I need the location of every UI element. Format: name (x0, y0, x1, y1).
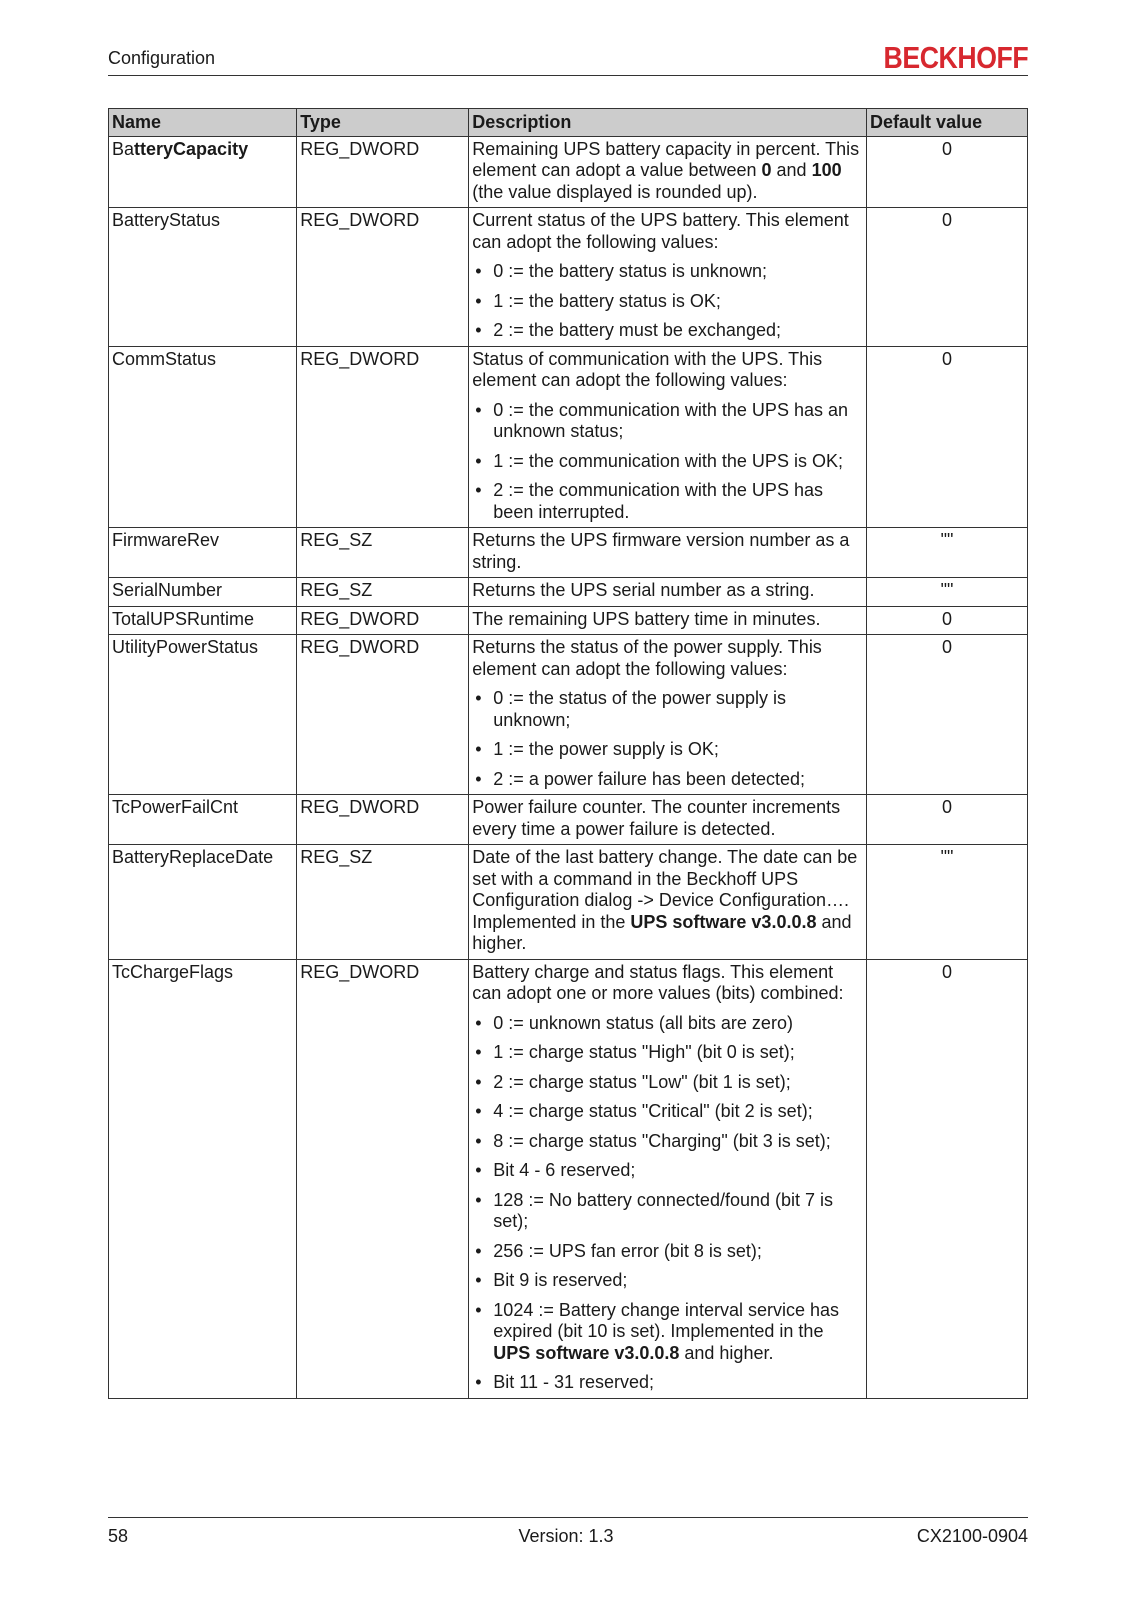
cell-default: 0 (867, 959, 1028, 1398)
list-item: • 0 := the battery status is unknown; (472, 261, 863, 283)
document-id: CX2100-0904 (916, 1526, 1028, 1546)
cell-default: 0 (867, 208, 1028, 347)
cell-default: 0 (867, 795, 1028, 845)
cell-type: REG_SZ (297, 578, 469, 607)
cell-default: "" (867, 578, 1028, 607)
cell-description: Power failure counter. The counter increments every time a power failure is detected. (469, 795, 867, 845)
cell-type: REG_DWORD (297, 136, 469, 208)
cell-type: REG_DWORD (297, 635, 469, 795)
cell-description: Returns the UPS serial number as a string. (469, 578, 867, 607)
document-version: Version: 1.3 (518, 1526, 614, 1546)
list-item: • 0 := unknown status (all bits are zero) (472, 1013, 863, 1035)
list-item-text: and higher. (679, 1342, 774, 1363)
list-item: • 2 := a power failure has been detected; (472, 769, 863, 791)
page-number: 58 (108, 1526, 129, 1546)
list-item: • Bit 9 is reserved; (472, 1270, 863, 1292)
cell-description: The remaining UPS battery time in minutes. (469, 606, 867, 635)
list-item-text: 1024 := Battery change interval service has expired (bit 10 is set). Implemented in the (493, 1299, 839, 1341)
cell-description (469, 136, 867, 208)
desc-text: Returns the status of the power supply. This element can adopt the following values: (472, 637, 822, 679)
column-header-description: Description (469, 109, 867, 137)
cell-description (469, 845, 867, 960)
list-item: • 0 := the status of the power supply is unknown; (472, 688, 863, 731)
cell-default: 0 (867, 136, 1028, 208)
table-row (109, 136, 1028, 208)
desc-text: Remaining UPS battery capacity in percent. This element can adopt a value between (472, 138, 860, 180)
cell-type: REG_DWORD (297, 346, 469, 528)
desc-bold: UPS software v3.0.0.8 (630, 911, 817, 932)
list-item: • 2 := the battery must be exchanged; (472, 320, 863, 342)
desc-text: and higher. (472, 911, 852, 953)
cell-type: REG_SZ (297, 845, 469, 960)
cell-default: "" (867, 845, 1028, 960)
cell-type: REG_DWORD (297, 795, 469, 845)
desc-text: Date of the last battery change. The date can be set with a command in the Beckhoff UPS Configuration dialog -> Device Configuration…. Implemented in the (472, 847, 858, 932)
cell-type: REG_DWORD (297, 959, 469, 1398)
cell-description (469, 959, 867, 1398)
cell-name: BatteryStatus (109, 208, 297, 347)
cell-name: TcChargeFlags (109, 959, 297, 1398)
desc-text: Current status of the UPS battery. This element can adopt the following values: (472, 210, 849, 252)
list-item: • 4 := charge status "Critical" (bit 2 is set); (472, 1101, 863, 1123)
cell-default: "" (867, 528, 1028, 578)
table-row (109, 606, 1028, 635)
cell-name: FirmwareRev (109, 528, 297, 578)
section-title: Configuration (108, 48, 216, 68)
table-row (109, 346, 1028, 528)
cell-name (109, 136, 297, 208)
cell-type: REG_DWORD (297, 208, 469, 347)
cell-name: UtilityPowerStatus (109, 635, 297, 795)
name-part: Ba (112, 138, 135, 159)
cell-description: Returns the UPS firmware version number as a string. (469, 528, 867, 578)
list-item: • Bit 4 - 6 reserved; (472, 1160, 863, 1182)
table-row (109, 578, 1028, 607)
cell-name: SerialNumber (109, 578, 297, 607)
table-row (109, 635, 1028, 795)
list-item: • 128 := No battery connected/found (bit 7 is set); (472, 1190, 863, 1233)
list-item: • Bit 11 - 31 reserved; (472, 1372, 863, 1394)
cell-description (469, 346, 867, 528)
list-item: • 1 := charge status "High" (bit 0 is set); (472, 1042, 863, 1064)
list-item: • 1 := the communication with the UPS is OK; (472, 451, 863, 473)
cell-name: TcPowerFailCnt (109, 795, 297, 845)
table-row (109, 959, 1028, 1398)
column-header-type: Type (297, 109, 469, 137)
column-header-default-value: Default value (867, 109, 1028, 137)
desc-text: Battery charge and status flags. This element can adopt one or more values (bits) combined: (472, 961, 844, 1003)
table-row (109, 795, 1028, 845)
table-row (109, 208, 1028, 347)
column-header-name: Name (109, 109, 297, 137)
value-list (472, 1013, 863, 1394)
list-item (472, 1300, 863, 1365)
list-item: • 2 := charge status "Low" (bit 1 is set); (472, 1072, 863, 1094)
cell-default: 0 (867, 635, 1028, 795)
value-list (472, 400, 863, 524)
list-item: • 256 := UPS fan error (bit 8 is set); (472, 1241, 863, 1263)
value-list (472, 688, 863, 790)
desc-text: (the value displayed is rounded up). (472, 181, 758, 202)
registry-parameter-table (108, 108, 1028, 1399)
name-part-bold: tteryCapacity (134, 138, 249, 159)
table-row (109, 528, 1028, 578)
cell-name: BatteryReplaceDate (109, 845, 297, 960)
footer-divider (108, 1517, 1028, 1518)
desc-bold: 100 (811, 160, 842, 180)
cell-description (469, 208, 867, 347)
desc-text: and (771, 160, 812, 180)
list-item: • 0 := the communication with the UPS has an unknown status; (472, 400, 863, 443)
cell-type: REG_DWORD (297, 606, 469, 635)
list-item: • 2 := the communication with the UPS has been interrupted. (472, 480, 863, 523)
cell-description (469, 635, 867, 795)
cell-default: 0 (867, 606, 1028, 635)
table-header-row (109, 109, 1028, 137)
desc-text: Status of communication with the UPS. This element can adopt the following values: (472, 348, 823, 390)
table-row (109, 845, 1028, 960)
desc-bold: 0 (761, 160, 772, 180)
list-item-bold: UPS software v3.0.0.8 (493, 1342, 680, 1363)
beckhoff-logo: BECKHOFF (883, 40, 1028, 75)
cell-default: 0 (867, 346, 1028, 528)
value-list (472, 261, 863, 342)
cell-name: TotalUPSRuntime (109, 606, 297, 635)
cell-name: CommStatus (109, 346, 297, 528)
cell-type: REG_SZ (297, 528, 469, 578)
list-item: • 1 := the power supply is OK; (472, 739, 863, 761)
header-divider (108, 75, 1028, 76)
list-item: • 8 := charge status "Charging" (bit 3 is set); (472, 1131, 863, 1153)
list-item: • 1 := the battery status is OK; (472, 291, 863, 313)
